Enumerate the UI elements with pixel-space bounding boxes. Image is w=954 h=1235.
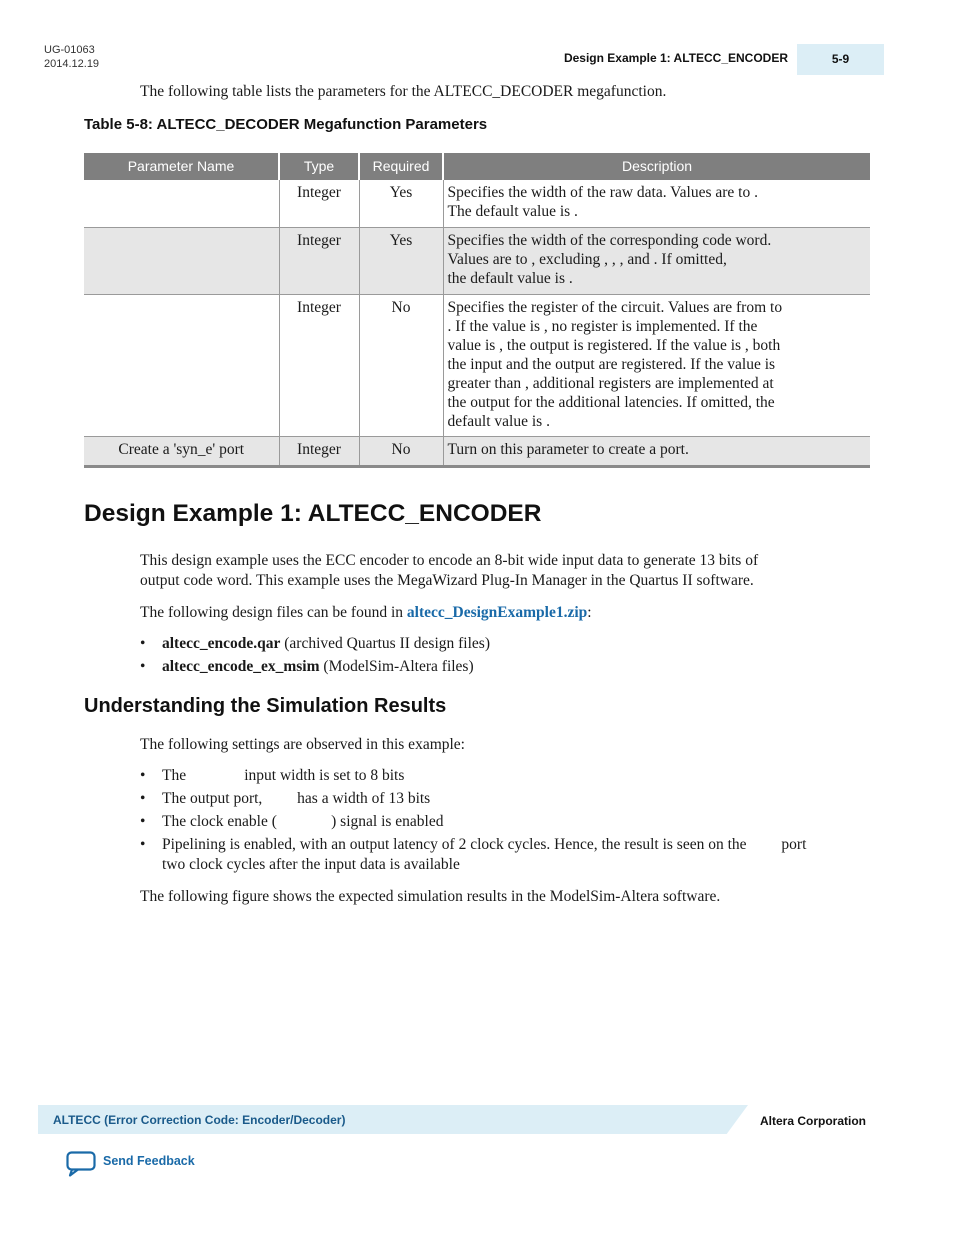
param-name-cell	[84, 227, 279, 294]
paragraph-line: output code word. This example uses the MegaWizard Plug-In Manager in the Quartus II software.	[140, 572, 754, 589]
param-description-cell	[443, 180, 870, 227]
design-files-intro-text: The following design files can be found in	[140, 604, 407, 621]
param-required-cell: No	[359, 294, 443, 436]
design-example-paragraph	[140, 551, 870, 591]
description-line: the output for the additional latencies. If omitted, the	[447, 393, 775, 411]
file-description: (archived Quartus II design files)	[280, 635, 490, 652]
file-description: (ModelSim-Altera files)	[319, 658, 474, 675]
description-line: Turn on this parameter to create a port.	[447, 440, 689, 458]
paragraph-line: This design example uses the ECC encoder to encode an 8-bit wide input data to generate 13 bits of	[140, 552, 759, 569]
list-item: • The input width is set to 8 bits	[140, 766, 870, 786]
file-name: altecc_encode.qar	[162, 635, 281, 652]
speech-bubble-icon[interactable]	[66, 1151, 96, 1182]
figure-intro: The following figure shows the expected simulation results in the ModelSim-Altera software.	[140, 888, 721, 905]
settings-list	[140, 766, 870, 878]
description-line: Specifies the register of the circuit. Values are from to	[447, 298, 783, 316]
header-required: Required	[359, 153, 443, 180]
param-type-cell: Integer	[279, 294, 359, 436]
file-name: altecc_encode_ex_msim	[162, 658, 320, 675]
doc-date: 2014.12.19	[44, 58, 100, 70]
param-description-cell	[443, 227, 870, 294]
param-required-cell: No	[359, 436, 443, 466]
table-row	[84, 227, 870, 294]
header-parameter-name: Parameter Name	[84, 153, 279, 180]
table-intro-text: The following table lists the parameters for the ALTECC_DECODER megafunction.	[140, 83, 667, 100]
parameters-table	[84, 153, 870, 468]
list-item: • The output port, has a width of 13 bits	[140, 789, 870, 809]
description-line: Specifies the width of the raw data. Values are to .	[447, 184, 758, 201]
list-item	[140, 634, 490, 654]
footer-doc-title: ALTECC (Error Correction Code: Encoder/Decoder)	[53, 1113, 346, 1127]
param-description-cell	[443, 436, 870, 466]
param-name-cell	[84, 294, 279, 436]
param-required-cell: Yes	[359, 227, 443, 294]
doc-id-block	[44, 43, 99, 71]
param-type-cell: Integer	[279, 227, 359, 294]
description-line: Specifies the width of the corresponding code word.	[447, 231, 772, 249]
param-name-cell	[84, 180, 279, 227]
section-heading-design-example: Design Example 1: ALTECC_ENCODER	[84, 500, 542, 527]
param-description-cell	[443, 294, 870, 436]
settings-intro: The following settings are observed in this example:	[140, 736, 465, 753]
section-heading-simulation-results: Understanding the Simulation Results	[84, 695, 447, 717]
design-example-zip-link[interactable]: altecc_DesignExample1.zip	[406, 604, 588, 621]
send-feedback-link[interactable]: Send Feedback	[103, 1154, 195, 1168]
param-required-cell: Yes	[359, 180, 443, 227]
list-item: • Pipelining is enabled, with an output latency of 2 clock cycles. Hence, the result is seen on the port two clock cycles after the input data is available	[140, 835, 870, 875]
param-name-cell: Create a 'syn_e' port	[84, 436, 279, 466]
running-header-title: Design Example 1: ALTECC_ENCODER	[563, 51, 788, 65]
doc-id: UG-01063	[44, 44, 95, 56]
design-files-list	[140, 634, 490, 680]
table-row	[84, 436, 870, 466]
description-line: the default value is .	[447, 269, 573, 287]
description-line: the input and the output are registered. If the value is	[447, 355, 776, 373]
table-header-row	[84, 153, 870, 180]
design-files-intro	[140, 603, 592, 623]
description-line: The default value is .	[447, 203, 578, 220]
param-type-cell: Integer	[279, 180, 359, 227]
description-line: default value is .	[447, 412, 550, 430]
page-number: 5-9	[797, 44, 884, 75]
param-type-cell: Integer	[279, 436, 359, 466]
description-line: greater than , additional registers are implemented at	[447, 374, 774, 392]
list-item: • The clock enable ( ) signal is enabled	[140, 812, 870, 832]
description-line: Values are to , excluding , , , and . If omitted,	[447, 250, 727, 268]
description-line: value is , the output is registered. If the value is , both	[447, 336, 781, 354]
table-row	[84, 180, 870, 227]
description-line: . If the value is , no register is implemented. If the	[447, 317, 758, 335]
header-type: Type	[279, 153, 359, 180]
list-item	[140, 657, 490, 677]
footer-company: Altera Corporation	[760, 1114, 867, 1128]
table-row	[84, 294, 870, 436]
table-caption: Table 5-8: ALTECC_DECODER Megafunction Parameters	[84, 116, 488, 133]
header-description: Description	[443, 153, 870, 180]
design-files-colon: :	[587, 604, 592, 621]
